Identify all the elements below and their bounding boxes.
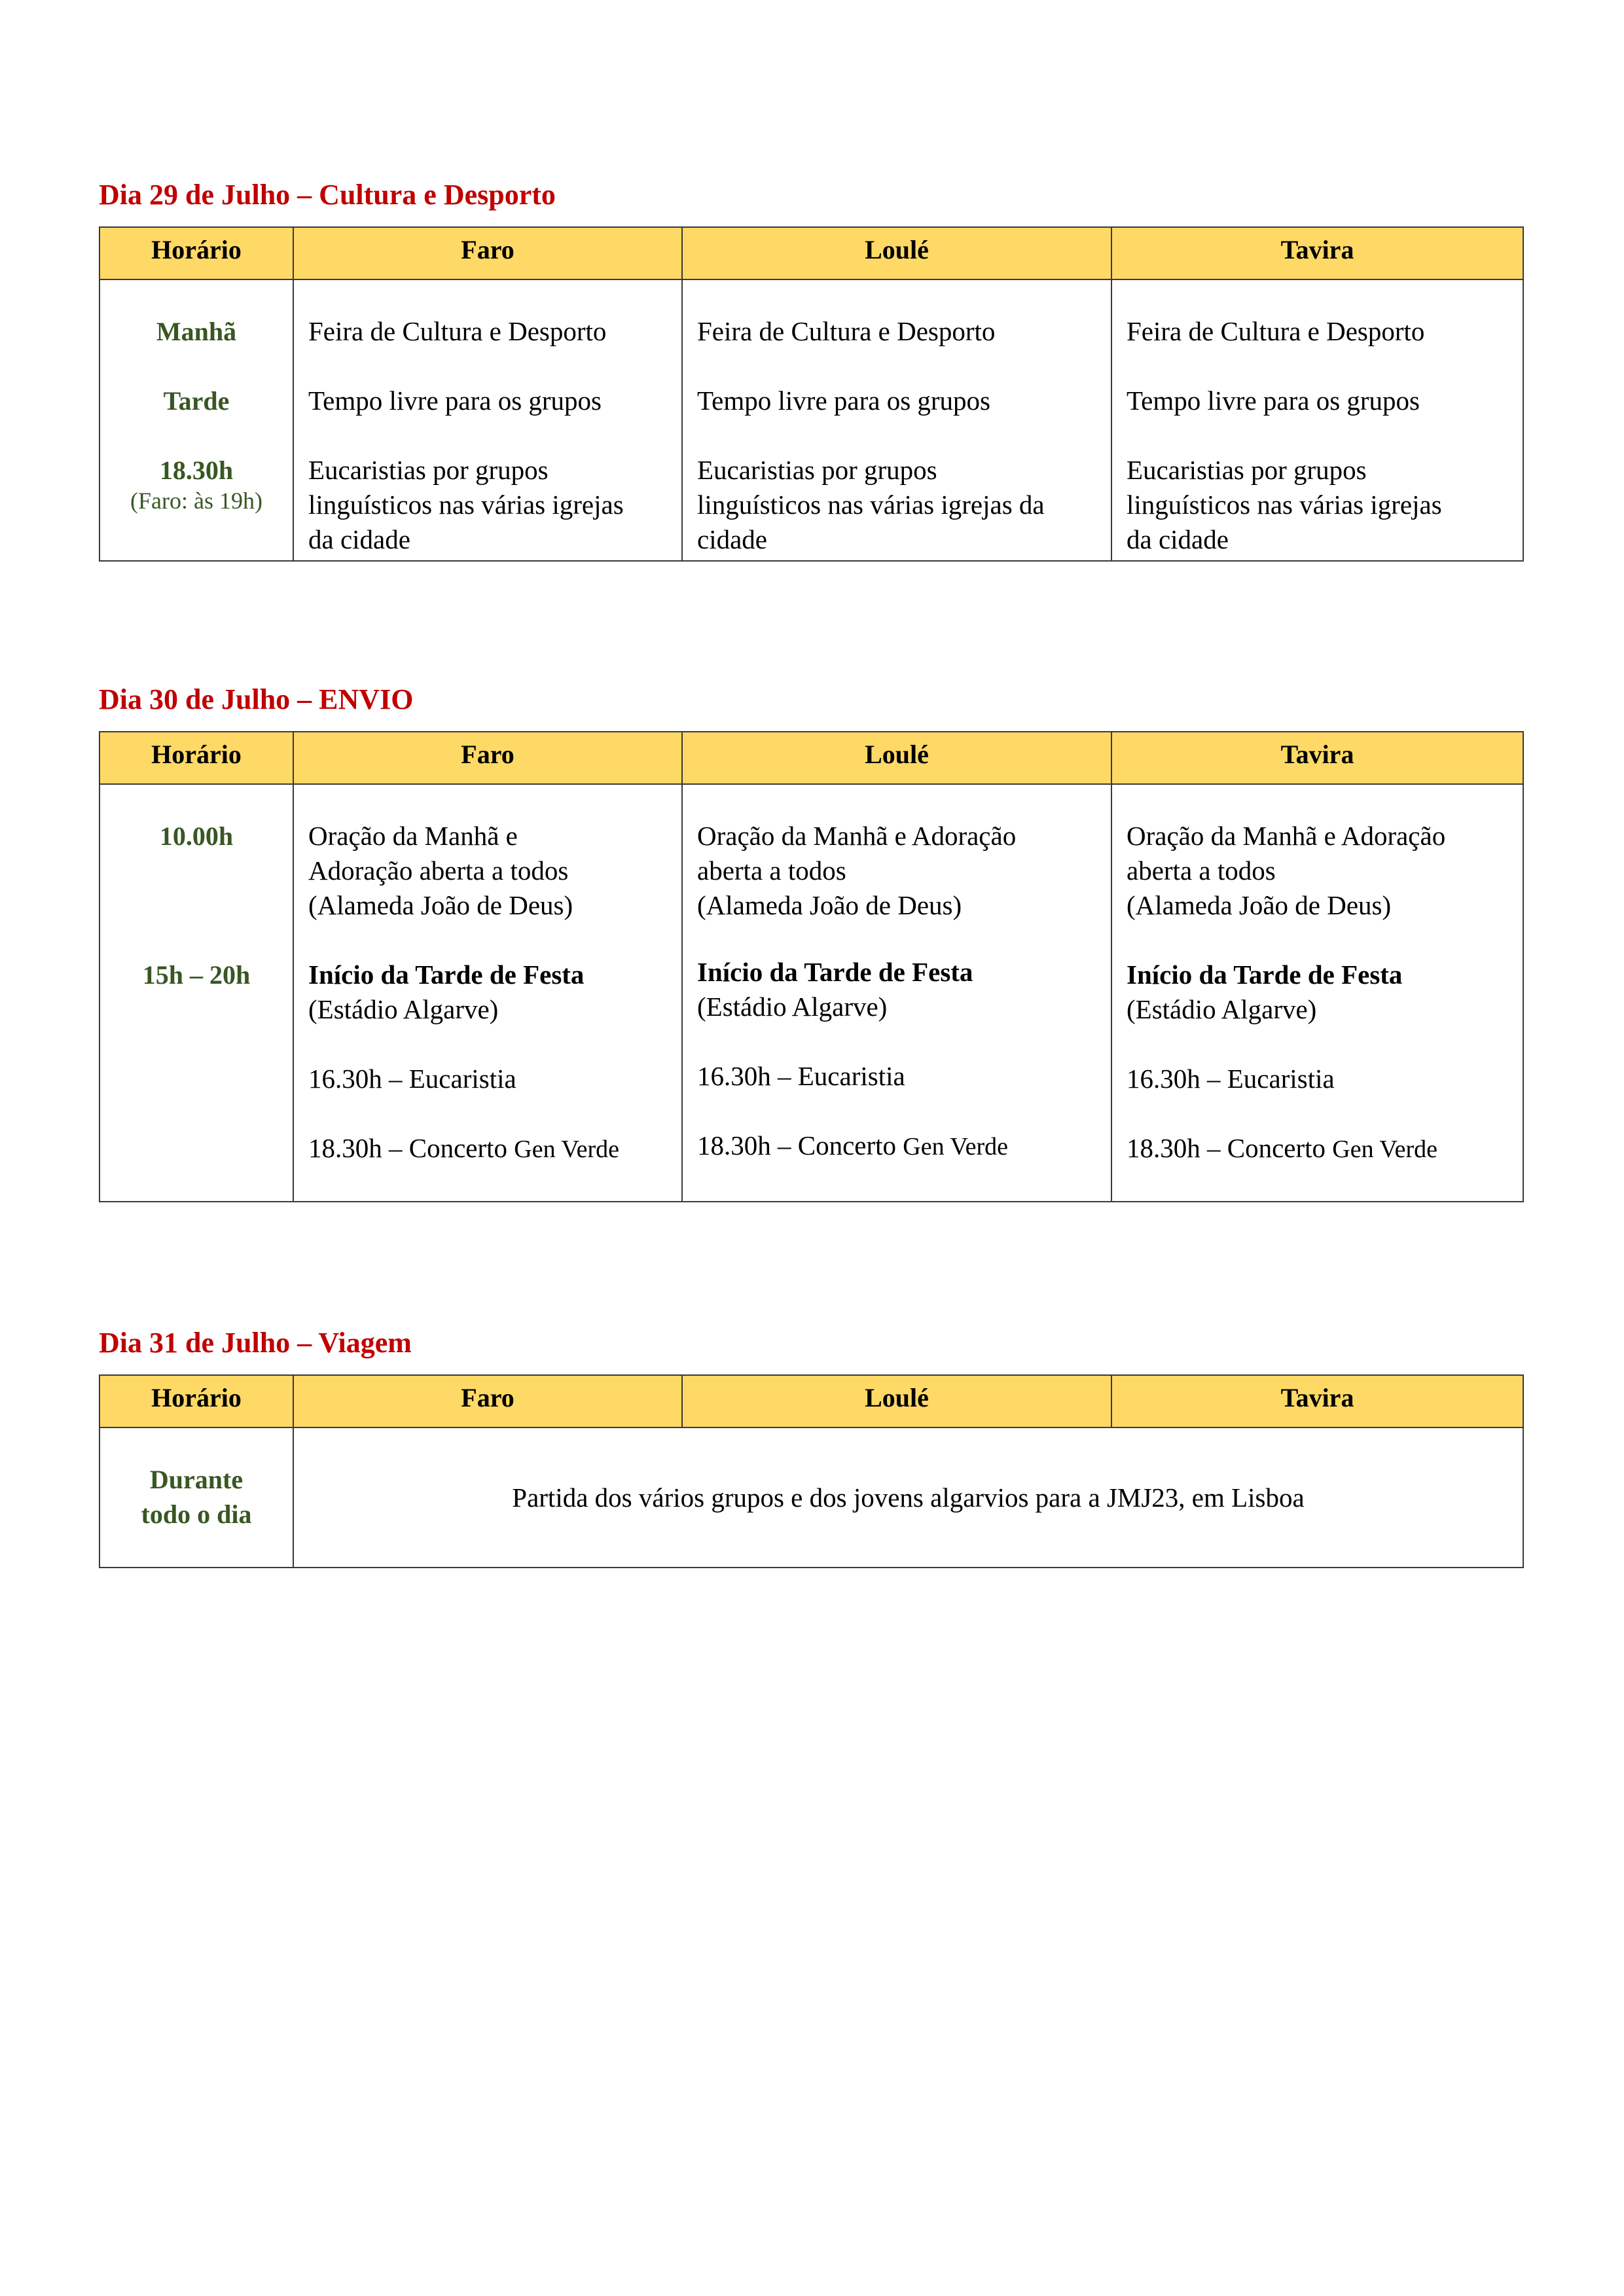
activity-morning: Feira de Cultura e Desporto <box>1127 316 1425 346</box>
concert-name: Gen Verde <box>903 1133 1009 1160</box>
activity-afternoon: Início da Tarde de Festa <box>1127 960 1403 990</box>
section-day-31 <box>99 1329 1523 1568</box>
time-morning: Manhã <box>156 317 237 346</box>
activity-morning: (Alameda João de Deus) <box>697 890 962 920</box>
time-cell <box>99 1427 293 1568</box>
section-title: Dia 30 de Julho – ENVIO <box>99 683 414 715</box>
time-evening: 18.30h <box>159 456 234 485</box>
activity-afternoon-venue: (Estádio Algarve) <box>697 992 888 1022</box>
header-horario: Horário <box>99 227 293 279</box>
header-loule: Loulé <box>682 227 1111 279</box>
activity-departure: Partida dos vários grupos e dos jovens algarvios para a JMJ23, em Lisboa <box>293 1427 1523 1568</box>
header-faro: Faro <box>293 227 682 279</box>
time-cell <box>99 279 293 561</box>
header-faro: Faro <box>293 1375 682 1427</box>
time-afternoon: Tarde <box>163 386 230 416</box>
activity-afternoon-venue: (Estádio Algarve) <box>1127 994 1317 1024</box>
activity-concert <box>697 1128 1103 1164</box>
activity-morning: Oração da Manhã e <box>308 821 518 851</box>
activity-afternoon: Tempo livre para os grupos <box>308 386 602 416</box>
activity-afternoon: Início da Tarde de Festa <box>308 960 585 990</box>
activity-evening: linguísticos nas várias igrejas <box>308 490 624 520</box>
activity-eucharist: 16.30h – Eucaristia <box>308 1064 516 1094</box>
header-row <box>99 1375 1523 1427</box>
activity-morning: aberta a todos <box>697 855 846 886</box>
time-afternoon: 15h – 20h <box>142 960 251 990</box>
header-horario: Horário <box>99 1375 293 1427</box>
activity-concert <box>308 1131 674 1167</box>
header-row <box>99 227 1523 279</box>
activity-afternoon: Tempo livre para os grupos <box>697 386 991 416</box>
activity-eucharist: 16.30h – Eucaristia <box>697 1061 905 1091</box>
concert-time: 18.30h – Concerto <box>697 1130 903 1160</box>
section-title: Dia 31 de Julho – Viagem <box>99 1327 412 1359</box>
activity-evening: linguísticos nas várias igrejas <box>1127 490 1442 520</box>
section-day-30 <box>99 685 1523 1202</box>
activity-evening: Eucaristias por grupos <box>308 455 549 485</box>
time-morning: 10.00h <box>159 821 234 851</box>
activity-evening: cidade <box>697 524 767 554</box>
schedule-table <box>99 1374 1524 1568</box>
activity-morning: Oração da Manhã e Adoração <box>697 821 1017 851</box>
loule-cell <box>682 279 1111 561</box>
table-row <box>99 1427 1523 1568</box>
header-tavira: Tavira <box>1111 1375 1523 1427</box>
concert-time: 18.30h – Concerto <box>308 1133 514 1163</box>
header-horario: Horário <box>99 732 293 784</box>
loule-cell <box>682 784 1111 1202</box>
activity-afternoon-venue: (Estádio Algarve) <box>308 994 499 1024</box>
activity-morning: Feira de Cultura e Desporto <box>697 316 996 346</box>
activity-morning: (Alameda João de Deus) <box>308 890 573 920</box>
table-row <box>99 784 1523 1202</box>
table-row <box>99 279 1523 561</box>
activity-morning: (Alameda João de Deus) <box>1127 890 1392 920</box>
activity-morning: aberta a todos <box>1127 855 1276 886</box>
schedule-table <box>99 731 1524 1202</box>
activity-evening: Eucaristias por grupos <box>1127 455 1367 485</box>
header-tavira: Tavira <box>1111 732 1523 784</box>
concert-time: 18.30h – Concerto <box>1127 1133 1333 1163</box>
time-evening-note: (Faro: às 19h) <box>130 488 262 514</box>
activity-evening: da cidade <box>1127 524 1229 554</box>
time-all-day: todo o dia <box>141 1499 252 1529</box>
activity-concert <box>1127 1131 1515 1167</box>
header-tavira: Tavira <box>1111 227 1523 279</box>
section-day-29 <box>99 181 1523 562</box>
tavira-cell <box>1111 279 1523 561</box>
activity-eucharist: 16.30h – Eucaristia <box>1127 1064 1335 1094</box>
time-cell <box>99 784 293 1202</box>
faro-cell <box>293 784 682 1202</box>
activity-morning: Adoração aberta a todos <box>308 855 569 886</box>
header-row <box>99 732 1523 784</box>
tavira-cell <box>1111 784 1523 1202</box>
time-all-day: Durante <box>149 1465 244 1494</box>
activity-evening: da cidade <box>308 524 410 554</box>
activity-evening: Eucaristias por grupos <box>697 455 937 485</box>
schedule-table <box>99 226 1524 562</box>
activity-afternoon: Início da Tarde de Festa <box>697 957 973 987</box>
header-loule: Loulé <box>682 732 1111 784</box>
faro-cell <box>293 279 682 561</box>
concert-name: Gen Verde <box>1332 1136 1438 1163</box>
section-title: Dia 29 de Julho – Cultura e Desporto <box>99 179 556 211</box>
activity-afternoon: Tempo livre para os grupos <box>1127 386 1420 416</box>
activity-morning: Oração da Manhã e Adoração <box>1127 821 1446 851</box>
concert-name: Gen Verde <box>514 1136 620 1163</box>
activity-morning: Feira de Cultura e Desporto <box>308 316 607 346</box>
header-faro: Faro <box>293 732 682 784</box>
header-loule: Loulé <box>682 1375 1111 1427</box>
activity-evening: linguísticos nas várias igrejas da <box>697 490 1045 520</box>
